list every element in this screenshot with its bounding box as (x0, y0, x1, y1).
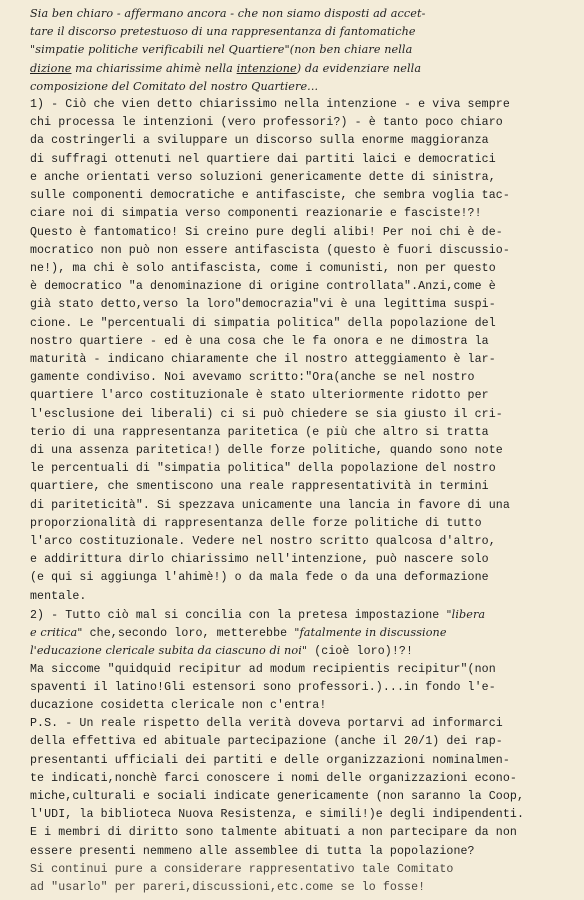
text-line (30, 514, 584, 533)
text-segment: (e qui si aggiunga l'ahimè!) o da mala fede o da una deformazione (30, 571, 489, 585)
text-segment: di una assenza paritetica!) delle forze politiche, quando sono note (30, 444, 503, 457)
text-line (30, 277, 584, 296)
text-line (30, 168, 584, 187)
text-line (30, 823, 584, 842)
text-segment: mocratico non può non essere antifascista (questo è fuori discussio- (30, 243, 510, 257)
text-line (30, 860, 584, 879)
text-line (30, 314, 584, 333)
text-line (30, 532, 584, 551)
text-segment: gamente condiviso. Noi avevamo scritto:"Ora(anche se nel nostro (30, 371, 475, 385)
text-line (30, 605, 584, 625)
text-segment: te indicati,nonchè farci conoscere i nomi delle organizzazioni econo- (30, 771, 517, 785)
text-line (30, 423, 584, 442)
text-segment: terio di una rappresentanza paritetica (e più che altro si tratta (30, 425, 489, 439)
text-line (30, 405, 584, 424)
text-segment: tare il discorso pretestuoso di una rappresentanza di fantomatiche (30, 25, 416, 39)
text-line (30, 660, 584, 679)
text-segment: presentanti ufficiali dei partiti e delle organizzazioni nominalmen- (30, 753, 510, 767)
text-line (30, 223, 584, 242)
text-segment: e addirittura dirlo chiarissimo nell'intenzione, può nascere solo (30, 553, 489, 567)
text-line (30, 368, 584, 387)
text-line (30, 22, 584, 42)
text-segment: proporzionalità di rappresentanza delle forze politiche di tutto (30, 516, 482, 530)
text-segment: mentale. (30, 589, 87, 603)
text-segment: l'UDI, la biblioteca Nuova Resistenza, e simili!)e degli indipendenti. (30, 808, 525, 822)
text-line (30, 40, 584, 60)
text-segment: ma chiarissime ahimè nella (71, 61, 237, 75)
text-line (30, 751, 584, 770)
text-line (30, 805, 584, 824)
text-line (30, 769, 584, 788)
text-line (30, 295, 584, 314)
text-line (30, 878, 584, 897)
text-line (30, 623, 584, 643)
text-line (30, 587, 584, 606)
text-segment: e critica" (30, 626, 83, 640)
text-segment: ciare noi di simpatia verso componenti reazionarie e fasciste!?! (30, 207, 482, 221)
text-segment: dizione (30, 61, 72, 75)
text-segment: l'esclusione dei liberali) ci si può chiedere se sia giusto il cri- (30, 407, 503, 421)
text-segment: intenzione (236, 61, 297, 75)
text-segment: già stato detto,verso la loro"democrazia"vi è una legittima suspi- (30, 298, 496, 312)
text-line (30, 332, 584, 351)
text-line (30, 150, 584, 169)
text-line (30, 131, 584, 150)
text-segment: Sia ben chiaro - affermano ancora - che non siamo disposti ad accet- (30, 7, 426, 20)
text-line (30, 732, 584, 751)
text-line (30, 77, 584, 97)
text-line (30, 95, 584, 114)
text-segment: 1) - Ciò che vien detto chiarissimo nella intenzione - e viva sempre (30, 98, 510, 112)
text-segment: sulle componenti democratiche e antifasciste, che sembra voglia tac- (30, 189, 510, 203)
text-segment: l'educazione clericale subita da ciascuno di noi" (30, 644, 308, 658)
text-segment: "fatalmente in discussione (294, 626, 447, 640)
text-line (30, 842, 584, 861)
text-segment: ne!), ma chi è solo antifascista, come i comunisti, non per questo (30, 261, 496, 275)
text-segment: ad "usarlo" per pareri,discussioni,etc.come se lo fosse! (30, 881, 426, 894)
text-segment: l'arco costituzionale. Vedere nel nostro scritto qualcosa d'altro, (30, 535, 496, 549)
text-line (30, 186, 584, 205)
text-segment: (cioè loro)!?! (307, 645, 414, 659)
text-line (30, 696, 584, 715)
text-segment: cione. Le "percentuali di simpatia politica" della popolazione del (30, 316, 496, 330)
text-segment: essere presenti nemmeno alle assemblee di tutta la popolazione? (30, 844, 475, 858)
text-segment: quartiere l'arco costituzionale è stato ulteriormente ridotto per (30, 389, 489, 403)
text-segment: Si continui pure a considerare rappresentativo tale Comitato (30, 862, 454, 876)
text-line (30, 678, 584, 697)
text-segment: P.S. - Un reale rispetto della verità doveva portarvi ad informarci (30, 717, 503, 731)
text-segment: di suffragi ottenuti nel quartiere dai partiti laici e democratici (30, 152, 496, 166)
text-segment: E i membri di diritto sono talmente abituati a non partecipare da non (30, 826, 517, 840)
text-line (30, 4, 584, 24)
text-line (30, 241, 584, 260)
text-line (30, 113, 584, 132)
text-segment: di pariteticità". Si spezzava unicamente una lancia in favore di una (30, 498, 510, 512)
text-line (30, 641, 584, 661)
text-segment: della effettiva ed abituale partecipazione (anche il 20/1) dei rap- (30, 735, 503, 749)
text-line (30, 568, 584, 587)
text-segment: spaventi il latino!Gli estensori sono professori.)...in fondo l'e- (30, 680, 496, 694)
text-line (30, 477, 584, 496)
text-segment: "libera (446, 607, 486, 621)
text-segment: ducazione cosidetta clericale non c'entra! (30, 698, 327, 712)
text-segment: composizione del Comitato del nostro Quartiere... (30, 79, 319, 93)
text-segment: nostro quartiere - ed è una cosa che le fa onora e ne dimostra la (30, 334, 489, 348)
text-line (30, 496, 584, 515)
text-segment: Ma siccome "quidquid recipitur ad modum recipientis recipitur"(non (30, 662, 496, 676)
text-line (30, 204, 584, 223)
text-segment: "simpatie politiche verificabili nel Quartiere"(non ben chiare nella (30, 43, 413, 57)
text-line (30, 350, 584, 369)
text-line (30, 441, 584, 460)
text-segment: chi processa le intenzioni (vero professori?) - è tanto poco chiaro (30, 116, 503, 130)
text-segment: Questo è fantomatico! Si creino pure degli alibi! Per noi chi è de- (30, 225, 503, 239)
text-line (30, 787, 584, 806)
text-segment: quartiere, che smentiscono una reale rappresentatività in termini (30, 480, 489, 494)
text-segment: e anche orientati verso soluzioni genericamente dette di sinistra, (30, 170, 496, 184)
text-line (30, 459, 584, 478)
text-segment: maturità - indicano chiaramente che il nostro atteggiamento è lar- (30, 352, 496, 366)
text-line (30, 259, 584, 278)
text-segment: miche,culturali e sociali indicate genericamente (non saranno la Coop, (30, 789, 525, 803)
text-segment: ) da evidenziare nella (296, 61, 422, 75)
text-line (30, 386, 584, 405)
text-segment: 2) - Tutto ciò mal si concilia con la pretesa impostazione (30, 608, 447, 622)
text-line (30, 714, 584, 733)
text-segment: che,secondo loro, metterebbe (82, 627, 295, 641)
text-line (30, 550, 584, 569)
text-segment: è democratico "a denominazione di origine controllata".Anzi,come è (30, 280, 496, 294)
text-segment: da costringerli a sviluppare un discorso sulla enorme maggioranza (30, 134, 489, 148)
text-line (30, 59, 584, 79)
text-segment: le percentuali di "simpatia politica" della popolazione del nostro (30, 462, 496, 476)
